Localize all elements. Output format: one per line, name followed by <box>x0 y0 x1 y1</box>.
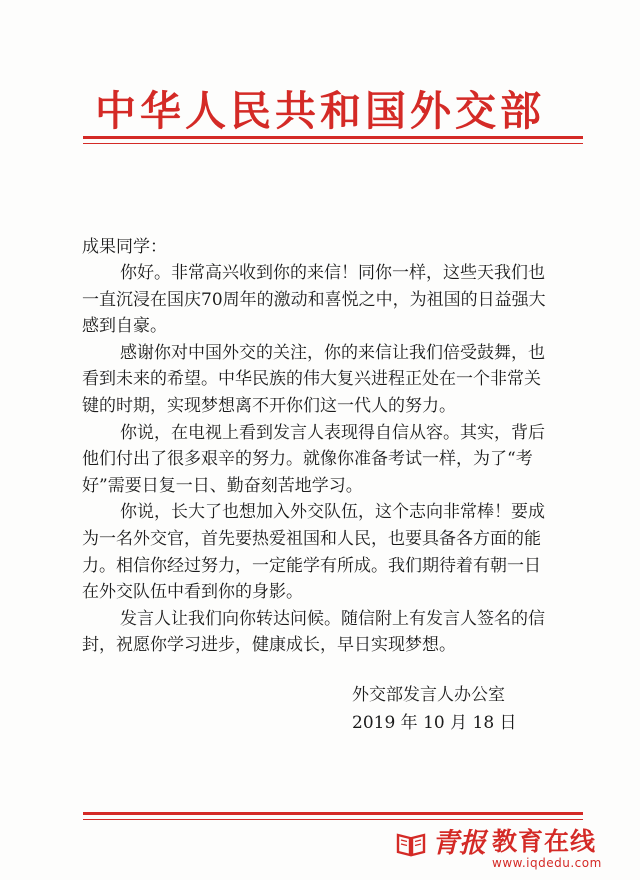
letter-paragraph: 你说，在电视上看到发言人表现得自信从容。其实，背后他们付出了很多艰辛的努力。就像你准备考试一样，为了“考好”需要日复一日、勤奋刻苦地学习。 <box>82 422 545 496</box>
letter-paragraph: 你好。非常高兴收到你的来信！同你一样，这些天我们也一直沉浸在国庆70周年的激动和喜悦之中，为祖国的日益强大感到自豪。 <box>82 263 546 337</box>
letter-paragraph: 你说，长大了也想加入外交队伍，这个志向非常棒！要成为一名外交官，首先要热爱祖国和人民，也要具备各方面的能力。相信你经过努力，一定能学有所成。我们期待着有朝一日在外交队伍中看到你的身影。 <box>82 502 545 603</box>
letter-paragraph: 发言人让我们向你转达问候。随信附上有发言人签名的信封，祝愿你学习进步，健康成长，早日实现梦想。 <box>82 608 545 656</box>
signature-organization: 外交部发言人办公室 <box>352 685 505 705</box>
watermark-script-brand: 青报 <box>432 828 486 859</box>
letterhead-rule-thin <box>83 143 583 144</box>
watermark-text-block <box>492 828 602 870</box>
footer-rule-thin <box>83 819 583 820</box>
letterhead-title: 中华人民共和国外交部 <box>95 87 545 135</box>
letterhead-rule-thick <box>83 136 583 139</box>
watermark-url: www.iqdedu.com <box>492 856 602 870</box>
letter-body <box>82 260 552 659</box>
letter-salutation: 成果同学： <box>82 237 167 257</box>
watermark-brand-name: 教育在线 <box>492 827 597 856</box>
footer-rule-thick <box>83 812 583 815</box>
watermark-logo <box>396 826 602 870</box>
signature-date: 2019 年 10 月 18 日 <box>352 713 517 733</box>
letter-paragraph: 感谢你对中国外交的关注，你的来信让我们倍受鼓舞，也看到未来的希望。中华民族的伟大复兴进程正处在一个非常关键的时期，实现梦想离不开你们这一代人的努力。 <box>82 342 545 416</box>
open-book-icon <box>396 831 426 857</box>
